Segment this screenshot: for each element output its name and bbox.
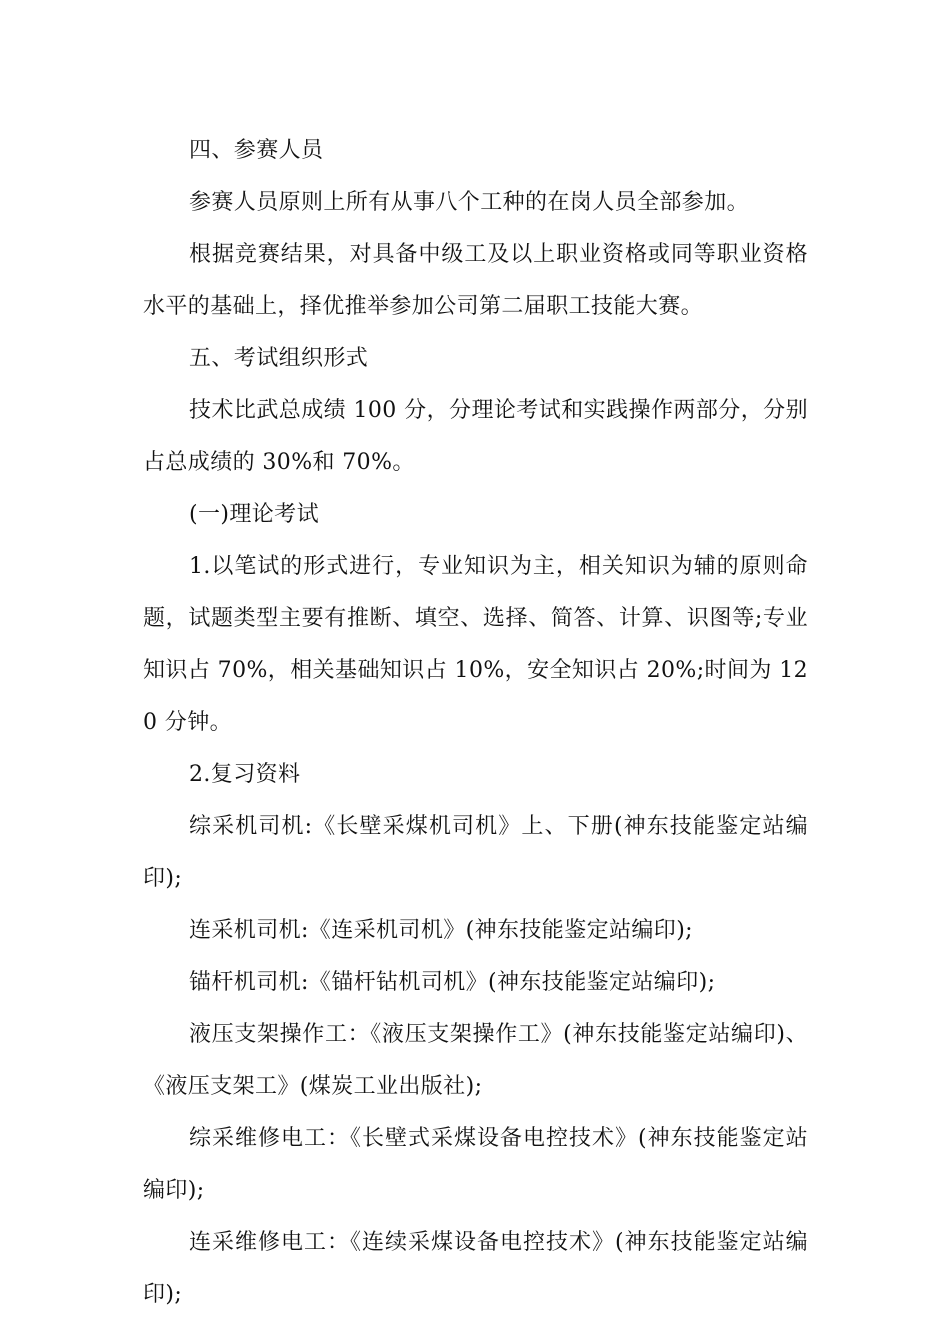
document-body (143, 125, 808, 1321)
section-heading-exam-format: 五、考试组织形式 (189, 346, 369, 371)
list-item-material: 连采维修电工：《连续采煤设备电控技术》(神东技能鉴定站编印); (143, 1230, 808, 1307)
list-item-material: 综采维修电工：《长壁式采煤设备电控技术》(神东技能鉴定站编印); (143, 1126, 808, 1203)
list-item-material: 连采机司机:《连采机司机》(神东技能鉴定站编印); (189, 918, 693, 943)
paragraph-written-exam: 1.以笔试的形式进行，专业知识为主，相关知识为辅的原则命题，试题类型主要有推断、填空、选择、简答、计算、识图等;专业知识占 70%，相关基础知识占 10%，安全知识占 20%;时间为 120 分钟。 (143, 554, 808, 735)
subheading-theory-exam: (一)理论考试 (189, 502, 319, 527)
list-item-material: 液压支架操作工：《液压支架操作工》(神东技能鉴定站编印)、《液压支架工》(煤炭工业出版社); (143, 1022, 808, 1099)
section-heading-participants: 四、参赛人员 (189, 138, 324, 163)
list-item-material: 锚杆机司机:《锚杆钻机司机》(神东技能鉴定站编印); (189, 970, 716, 995)
paragraph-selection-rule: 根据竞赛结果，对具备中级工及以上职业资格或同等职业资格水平的基础上，择优推举参加公司第二届职工技能大赛。 (143, 242, 808, 319)
subheading-review-materials: 2.复习资料 (189, 762, 301, 787)
paragraph-score-composition: 技术比武总成绩 100 分，分理论考试和实践操作两部分，分别占总成绩的 30%和 70%。 (143, 398, 808, 475)
list-item-material: 综采机司机:《长壁采煤机司机》上、下册(神东技能鉴定站编印); (143, 814, 808, 891)
paragraph-participants-scope: 参赛人员原则上所有从事八个工种的在岗人员全部参加。 (189, 190, 750, 215)
